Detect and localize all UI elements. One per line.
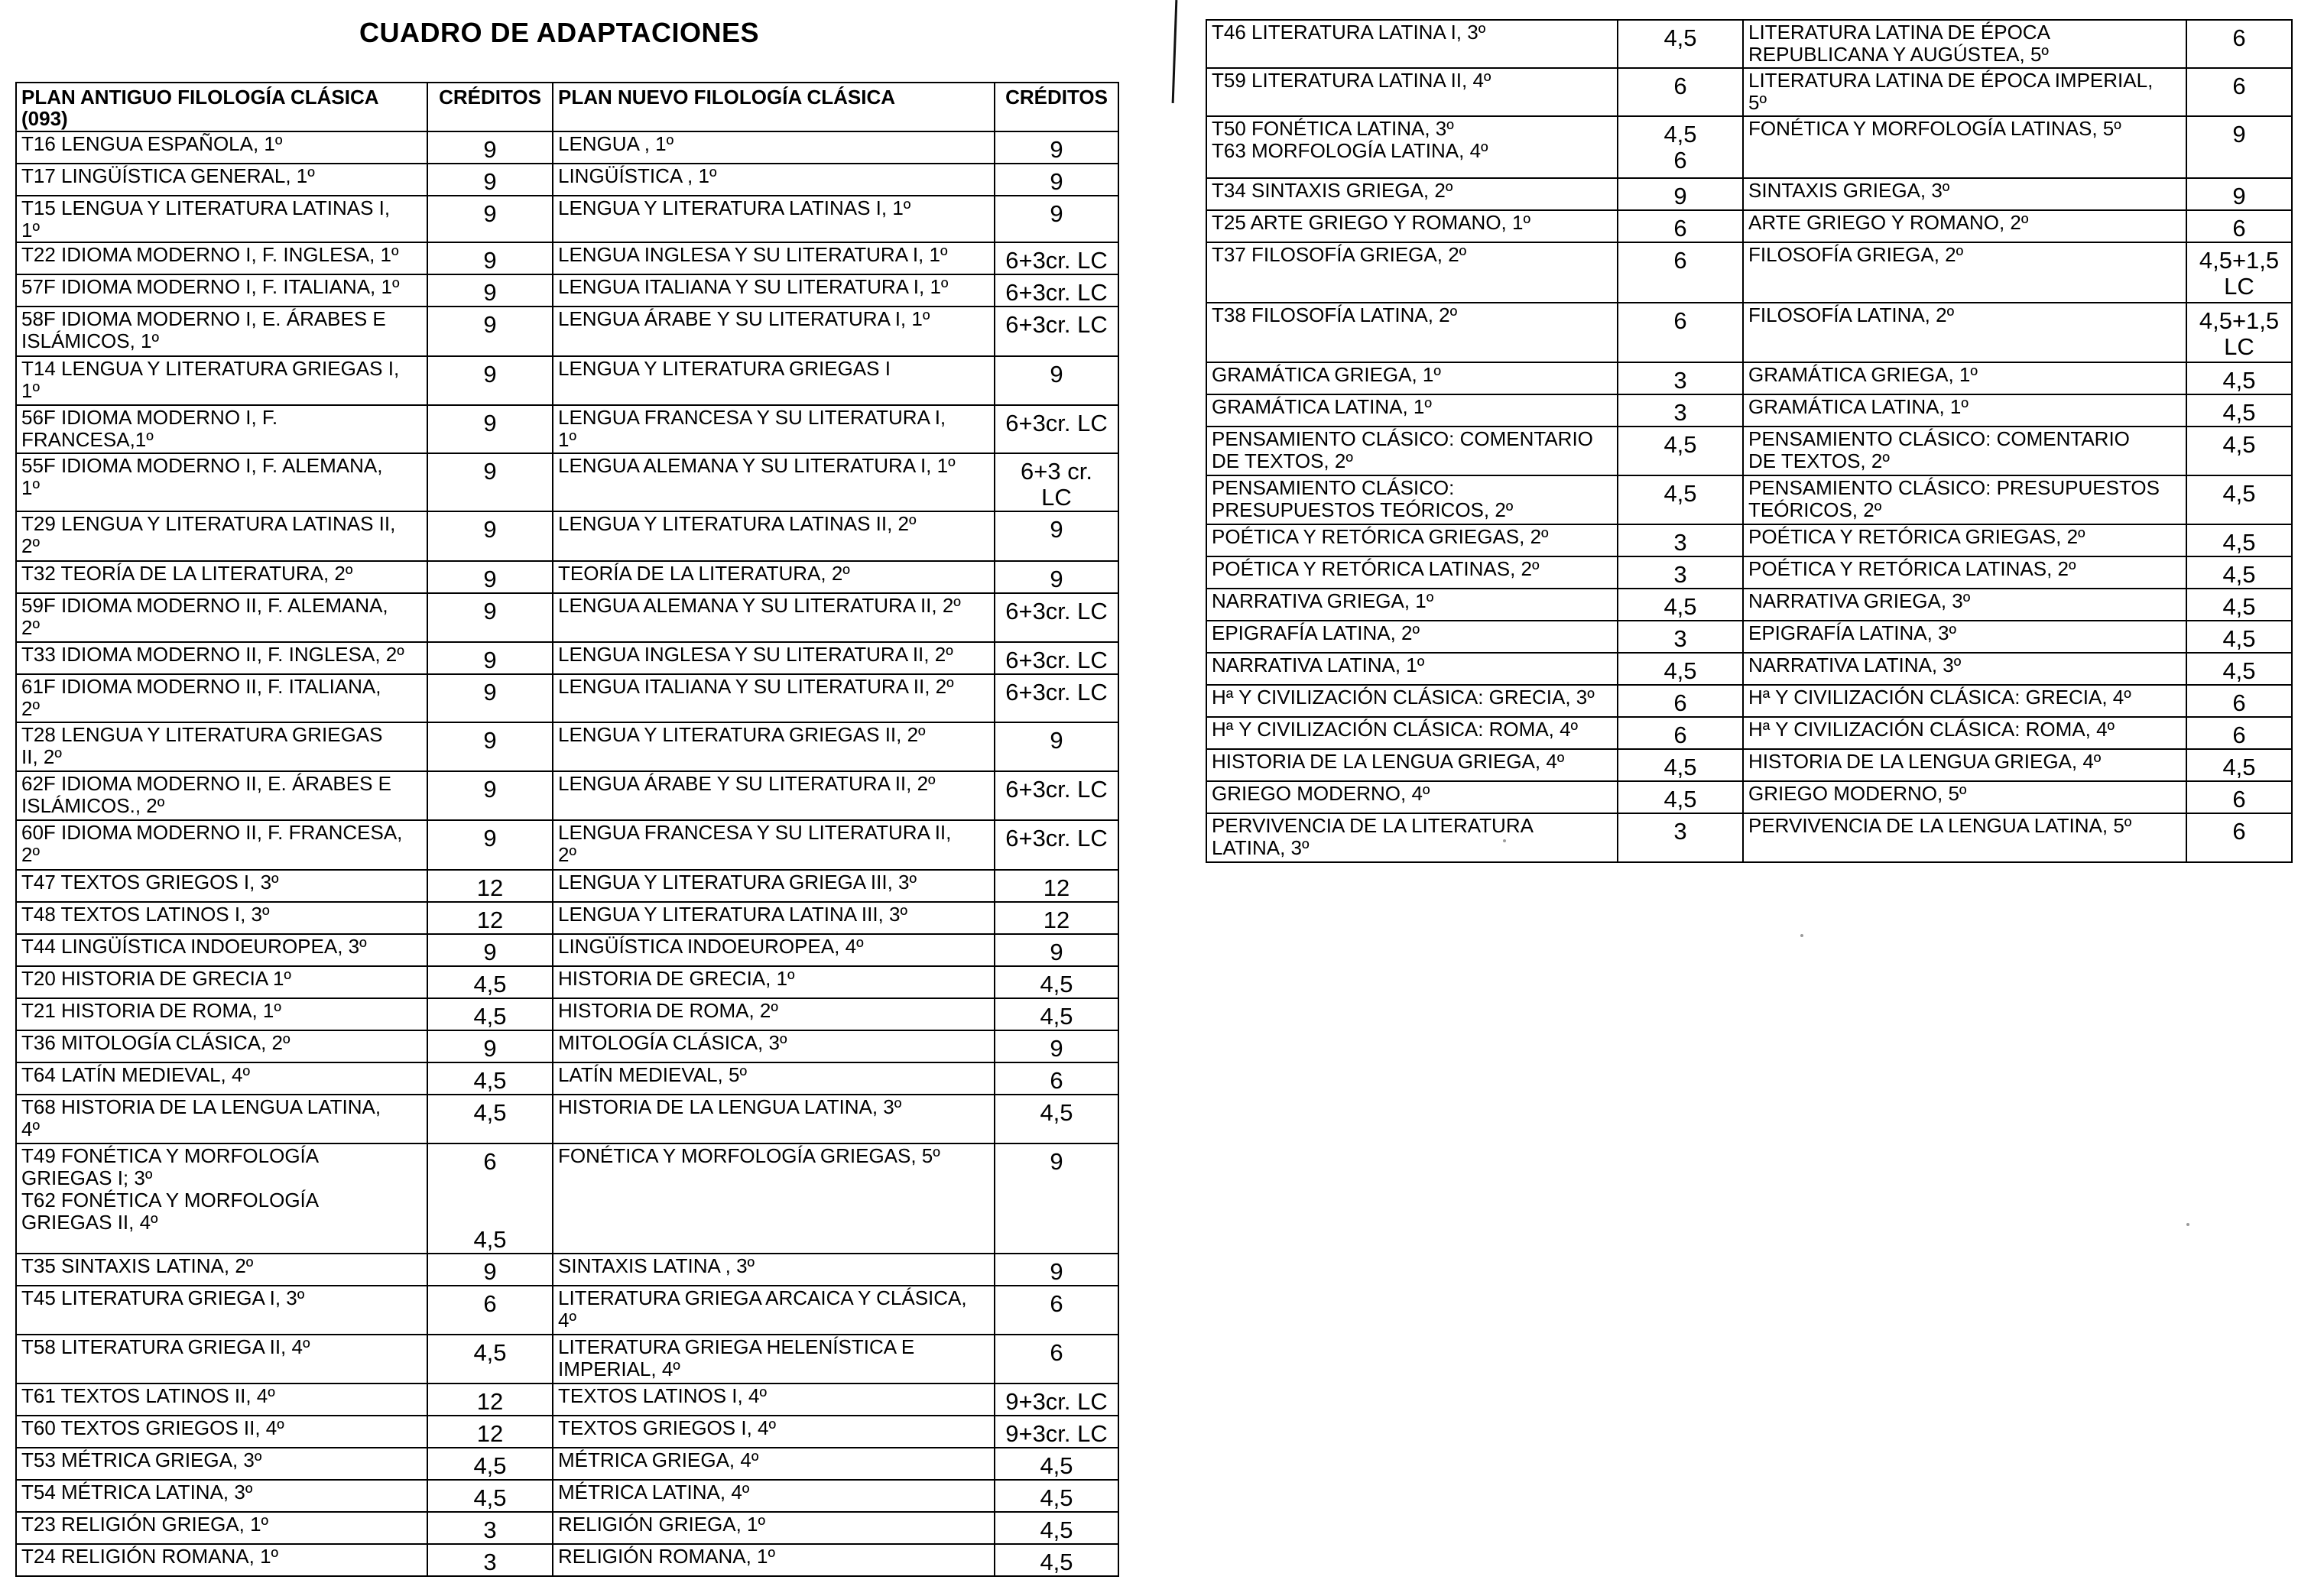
old-plan-subject-cell: 57F IDIOMA MODERNO I, F. ITALIANA, 1º bbox=[16, 274, 427, 307]
old-plan-subject-cell: PERVIVENCIA DE LA LITERATURA LATINA, 3º bbox=[1206, 813, 1618, 862]
new-plan-credits-cell: 6+3cr. LC bbox=[995, 274, 1118, 307]
old-plan-subject-cell: PENSAMIENTO CLÁSICO: COMENTARIO DE TEXTOS, 2º bbox=[1206, 427, 1618, 475]
new-plan-credits-cell: 9 bbox=[995, 511, 1118, 561]
new-plan-subject-cell: TEORÍA DE LA LITERATURA, 2º bbox=[553, 561, 995, 593]
old-plan-subject-cell: T53 MÉTRICA GRIEGA, 3º bbox=[16, 1448, 427, 1480]
table-row bbox=[1206, 68, 2292, 116]
table-row bbox=[1206, 685, 2292, 717]
table-row bbox=[16, 405, 1118, 453]
old-plan-credits-cell: 4,5 bbox=[1618, 589, 1743, 621]
table-row bbox=[16, 453, 1118, 511]
old-plan-subject-cell: Hª Y CIVILIZACIÓN CLÁSICA: ROMA, 4º bbox=[1206, 717, 1618, 749]
old-plan-credits-cell: 9 bbox=[427, 242, 553, 274]
old-plan-subject-cell: T48 TEXTOS LATINOS I, 3º bbox=[16, 902, 427, 934]
new-plan-subject-cell: LENGUA ÁRABE Y SU LITERATURA II, 2º bbox=[553, 771, 995, 820]
old-plan-subject-cell: 59F IDIOMA MODERNO II, F. ALEMANA, 2º bbox=[16, 593, 427, 642]
old-plan-subject-cell: T15 LENGUA Y LITERATURA LATINAS I, 1º bbox=[16, 196, 427, 242]
table-row bbox=[1206, 589, 2292, 621]
new-plan-credits-cell: 4,5 bbox=[2186, 475, 2292, 524]
new-plan-subject-cell: LENGUA Y LITERATURA GRIEGAS II, 2º bbox=[553, 722, 995, 771]
table-row bbox=[16, 131, 1118, 164]
table-row bbox=[16, 1512, 1118, 1544]
new-plan-credits-cell: 9 bbox=[995, 561, 1118, 593]
old-plan-credits-cell: 9 bbox=[427, 820, 553, 870]
old-plan-credits-cell: 6 bbox=[1618, 685, 1743, 717]
old-plan-credits-cell: 9 bbox=[427, 674, 553, 722]
table-row bbox=[16, 902, 1118, 934]
new-plan-subject-cell: Hª Y CIVILIZACIÓN CLÁSICA: ROMA, 4º bbox=[1743, 717, 2186, 749]
old-plan-subject-cell: T49 FONÉTICA Y MORFOLOGÍA GRIEGAS I; 3º T62 FONÉTICA Y MORFOLOGÍA GRIEGAS II, 4º bbox=[16, 1143, 427, 1254]
old-plan-credits-cell: 4,5 bbox=[427, 1062, 553, 1095]
new-plan-subject-cell: TEXTOS GRIEGOS I, 4º bbox=[553, 1416, 995, 1448]
old-plan-credits-cell: 9 bbox=[427, 593, 553, 642]
table-row bbox=[16, 1384, 1118, 1416]
new-plan-subject-cell: FILOSOFÍA LATINA, 2º bbox=[1743, 303, 2186, 362]
new-plan-credits-cell: 4,5 bbox=[2186, 653, 2292, 685]
old-plan-credits-cell: 4,5 bbox=[1618, 475, 1743, 524]
old-plan-subject-cell: GRAMÁTICA GRIEGA, 1º bbox=[1206, 362, 1618, 394]
new-plan-subject-cell: HISTORIA DE GRECIA, 1º bbox=[553, 966, 995, 998]
old-plan-credits-cell: 9 bbox=[427, 642, 553, 674]
table-row bbox=[1206, 524, 2292, 556]
old-plan-subject-cell: T22 IDIOMA MODERNO I, F. INGLESA, 1º bbox=[16, 242, 427, 274]
old-plan-subject-cell: T60 TEXTOS GRIEGOS II, 4º bbox=[16, 1416, 427, 1448]
old-plan-subject-cell: T16 LENGUA ESPAÑOLA, 1º bbox=[16, 131, 427, 164]
table-row bbox=[16, 1480, 1118, 1512]
table-row bbox=[16, 966, 1118, 998]
old-plan-credits-cell: 9 bbox=[427, 511, 553, 561]
new-plan-subject-cell: LENGUA ITALIANA Y SU LITERATURA II, 2º bbox=[553, 674, 995, 722]
table-row bbox=[1206, 178, 2292, 210]
old-plan-credits-cell: 9 bbox=[1618, 178, 1743, 210]
old-plan-credits-cell: 4,5 bbox=[1618, 427, 1743, 475]
old-plan-credits-cell: 9 bbox=[427, 164, 553, 196]
old-plan-subject-cell: T46 LITERATURA LATINA I, 3º bbox=[1206, 20, 1618, 68]
new-plan-credits-cell: 4,5 bbox=[2186, 556, 2292, 589]
new-plan-credits-cell: 4,5 bbox=[995, 1448, 1118, 1480]
table-row bbox=[16, 593, 1118, 642]
new-plan-subject-cell: GRIEGO MODERNO, 5º bbox=[1743, 781, 2186, 813]
new-plan-subject-cell: LINGÜÍSTICA , 1º bbox=[553, 164, 995, 196]
new-plan-subject-cell: MITOLOGÍA CLÁSICA, 3º bbox=[553, 1030, 995, 1062]
old-plan-credits-cell: 4,5 bbox=[1618, 781, 1743, 813]
adaptation-table-left bbox=[15, 82, 1119, 1577]
old-plan-subject-cell: GRAMÁTICA LATINA, 1º bbox=[1206, 394, 1618, 427]
table-row bbox=[16, 642, 1118, 674]
old-plan-credits-cell: 12 bbox=[427, 1416, 553, 1448]
new-plan-credits-cell: 4,5 bbox=[2186, 749, 2292, 781]
new-plan-credits-cell: 4,5 bbox=[2186, 394, 2292, 427]
old-plan-credits-cell: 3 bbox=[1618, 556, 1743, 589]
table-row bbox=[16, 1062, 1118, 1095]
new-plan-subject-cell: PERVIVENCIA DE LA LENGUA LATINA, 5º bbox=[1743, 813, 2186, 862]
old-plan-credits-cell: 6 bbox=[1618, 242, 1743, 303]
new-plan-credits-cell: 9 bbox=[995, 196, 1118, 242]
old-plan-subject-cell: T29 LENGUA Y LITERATURA LATINAS II, 2º bbox=[16, 511, 427, 561]
old-plan-credits-cell: 4,5 bbox=[427, 998, 553, 1030]
old-plan-credits-cell: 6 bbox=[1618, 210, 1743, 242]
new-plan-subject-cell: NARRATIVA GRIEGA, 3º bbox=[1743, 589, 2186, 621]
old-plan-subject-cell: T32 TEORÍA DE LA LITERATURA, 2º bbox=[16, 561, 427, 593]
new-plan-credits-cell: 6 bbox=[2186, 210, 2292, 242]
old-plan-subject-cell: T59 LITERATURA LATINA II, 4º bbox=[1206, 68, 1618, 116]
new-plan-subject-cell: LENGUA INGLESA Y SU LITERATURA II, 2º bbox=[553, 642, 995, 674]
old-plan-subject-cell: T20 HISTORIA DE GRECIA 1º bbox=[16, 966, 427, 998]
new-plan-subject-cell: LINGÜÍSTICA INDOEUROPEA, 4º bbox=[553, 934, 995, 966]
new-plan-credits-cell: 4,5 bbox=[995, 1512, 1118, 1544]
header-old-credits: CRÉDITOS bbox=[427, 83, 553, 131]
new-plan-subject-cell: POÉTICA Y RETÓRICA LATINAS, 2º bbox=[1743, 556, 2186, 589]
new-plan-subject-cell: PENSAMIENTO CLÁSICO: COMENTARIO DE TEXTOS, 2º bbox=[1743, 427, 2186, 475]
new-plan-subject-cell: EPIGRAFÍA LATINA, 3º bbox=[1743, 621, 2186, 653]
old-plan-credits-cell: 9 bbox=[427, 1254, 553, 1286]
old-plan-subject-cell: T64 LATÍN MEDIEVAL, 4º bbox=[16, 1062, 427, 1095]
new-plan-subject-cell: LATÍN MEDIEVAL, 5º bbox=[553, 1062, 995, 1095]
table-row bbox=[1206, 427, 2292, 475]
new-plan-subject-cell: FILOSOFÍA GRIEGA, 2º bbox=[1743, 242, 2186, 303]
table-row bbox=[1206, 813, 2292, 862]
old-plan-credits-cell: 4,5 bbox=[1618, 653, 1743, 685]
old-plan-credits-cell: 3 bbox=[1618, 524, 1743, 556]
new-plan-subject-cell: LITERATURA LATINA DE ÉPOCA IMPERIAL, 5º bbox=[1743, 68, 2186, 116]
table-row bbox=[16, 1095, 1118, 1143]
new-plan-credits-cell: 6 bbox=[2186, 68, 2292, 116]
new-plan-credits-cell: 12 bbox=[995, 902, 1118, 934]
old-plan-subject-cell: T14 LENGUA Y LITERATURA GRIEGAS I, 1º bbox=[16, 356, 427, 405]
header-new-credits: CRÉDITOS bbox=[995, 83, 1118, 131]
old-plan-credits-cell: 6 bbox=[1618, 68, 1743, 116]
old-plan-credits-cell: 12 bbox=[427, 1384, 553, 1416]
old-plan-subject-cell: NARRATIVA LATINA, 1º bbox=[1206, 653, 1618, 685]
new-plan-subject-cell: RELIGIÓN GRIEGA, 1º bbox=[553, 1512, 995, 1544]
new-plan-subject-cell: TEXTOS LATINOS I, 4º bbox=[553, 1384, 995, 1416]
new-plan-credits-cell: 9 bbox=[995, 722, 1118, 771]
table-row bbox=[1206, 303, 2292, 362]
new-plan-credits-cell: 6 bbox=[2186, 685, 2292, 717]
old-plan-subject-cell: 61F IDIOMA MODERNO II, F. ITALIANA, 2º bbox=[16, 674, 427, 722]
new-plan-credits-cell: 12 bbox=[995, 870, 1118, 902]
old-plan-subject-cell: T25 ARTE GRIEGO Y ROMANO, 1º bbox=[1206, 210, 1618, 242]
table-row bbox=[16, 274, 1118, 307]
new-plan-subject-cell: LENGUA FRANCESA Y SU LITERATURA I, 1º bbox=[553, 405, 995, 453]
old-plan-credits-cell: 9 bbox=[427, 307, 553, 356]
new-plan-subject-cell: FONÉTICA Y MORFOLOGÍA LATINAS, 5º bbox=[1743, 116, 2186, 178]
new-plan-subject-cell: LENGUA Y LITERATURA GRIEGA III, 3º bbox=[553, 870, 995, 902]
new-plan-credits-cell: 9 bbox=[995, 1143, 1118, 1254]
new-plan-subject-cell: LENGUA Y LITERATURA LATINAS I, 1º bbox=[553, 196, 995, 242]
new-plan-subject-cell: MÉTRICA LATINA, 4º bbox=[553, 1480, 995, 1512]
adaptation-table-right bbox=[1206, 19, 2293, 863]
old-plan-credits-cell: 9 bbox=[427, 453, 553, 511]
old-plan-subject-cell: T36 MITOLOGÍA CLÁSICA, 2º bbox=[16, 1030, 427, 1062]
new-plan-credits-cell: 4,5 bbox=[2186, 362, 2292, 394]
new-plan-credits-cell: 9 bbox=[995, 1030, 1118, 1062]
new-plan-credits-cell: 4,5 bbox=[2186, 524, 2292, 556]
header-new-plan: PLAN NUEVO FILOLOGÍA CLÁSICA bbox=[553, 83, 995, 131]
new-plan-credits-cell: 6+3cr. LC bbox=[995, 307, 1118, 356]
table-row bbox=[16, 1286, 1118, 1335]
new-plan-subject-cell: RELIGIÓN ROMANA, 1º bbox=[553, 1544, 995, 1576]
table-row bbox=[16, 1335, 1118, 1384]
old-plan-subject-cell: T34 SINTAXIS GRIEGA, 2º bbox=[1206, 178, 1618, 210]
table-row bbox=[1206, 20, 2292, 68]
table-row bbox=[1206, 749, 2292, 781]
new-plan-credits-cell: 6 bbox=[2186, 813, 2292, 862]
old-plan-subject-cell: T44 LINGÜÍSTICA INDOEUROPEA, 3º bbox=[16, 934, 427, 966]
old-plan-subject-cell: PENSAMIENTO CLÁSICO: PRESUPUESTOS TEÓRICOS, 2º bbox=[1206, 475, 1618, 524]
new-plan-credits-cell: 4,5 bbox=[2186, 589, 2292, 621]
old-plan-credits-cell: 9 bbox=[427, 131, 553, 164]
old-plan-credits-cell: 4,5 bbox=[427, 966, 553, 998]
old-plan-subject-cell: T61 TEXTOS LATINOS II, 4º bbox=[16, 1384, 427, 1416]
new-plan-credits-cell: 4,5 bbox=[995, 1544, 1118, 1576]
new-plan-subject-cell: HISTORIA DE ROMA, 2º bbox=[553, 998, 995, 1030]
new-plan-credits-cell: 6+3cr. LC bbox=[995, 242, 1118, 274]
table-row bbox=[16, 1448, 1118, 1480]
table-row bbox=[16, 307, 1118, 356]
old-plan-credits-cell: 3 bbox=[1618, 813, 1743, 862]
new-plan-subject-cell: GRAMÁTICA LATINA, 1º bbox=[1743, 394, 2186, 427]
new-plan-credits-cell: 4,5+1,5 LC bbox=[2186, 242, 2292, 303]
new-plan-credits-cell: 9+3cr. LC bbox=[995, 1416, 1118, 1448]
scan-speck bbox=[2186, 1223, 2189, 1226]
new-plan-subject-cell: HISTORIA DE LA LENGUA LATINA, 3º bbox=[553, 1095, 995, 1143]
old-plan-subject-cell: 58F IDIOMA MODERNO I, E. ÁRABES E ISLÁMICOS, 1º bbox=[16, 307, 427, 356]
new-plan-credits-cell: 4,5 bbox=[2186, 621, 2292, 653]
old-plan-credits-cell: 3 bbox=[427, 1512, 553, 1544]
table-header-row bbox=[16, 83, 1118, 131]
new-plan-credits-cell: 9 bbox=[995, 164, 1118, 196]
old-plan-subject-cell: POÉTICA Y RETÓRICA LATINAS, 2º bbox=[1206, 556, 1618, 589]
old-plan-credits-cell: 9 bbox=[427, 196, 553, 242]
old-plan-credits-cell: 6 bbox=[427, 1286, 553, 1335]
new-plan-subject-cell: SINTAXIS GRIEGA, 3º bbox=[1743, 178, 2186, 210]
new-plan-credits-cell: 6 bbox=[2186, 20, 2292, 68]
table-row bbox=[16, 934, 1118, 966]
table-row bbox=[16, 356, 1118, 405]
new-plan-subject-cell: LENGUA ITALIANA Y SU LITERATURA I, 1º bbox=[553, 274, 995, 307]
table-row bbox=[16, 820, 1118, 870]
table-row bbox=[1206, 717, 2292, 749]
new-plan-credits-cell: 9 bbox=[995, 356, 1118, 405]
old-plan-subject-cell: POÉTICA Y RETÓRICA GRIEGAS, 2º bbox=[1206, 524, 1618, 556]
new-plan-credits-cell: 9 bbox=[2186, 116, 2292, 178]
old-plan-credits-cell: 6 bbox=[1618, 303, 1743, 362]
old-plan-credits-cell: 4,5 bbox=[427, 1335, 553, 1384]
new-plan-credits-cell: 6+3cr. LC bbox=[995, 674, 1118, 722]
table-row bbox=[16, 164, 1118, 196]
table-row bbox=[1206, 621, 2292, 653]
old-plan-subject-cell: Hª Y CIVILIZACIÓN CLÁSICA: GRECIA, 3º bbox=[1206, 685, 1618, 717]
new-plan-subject-cell: LITERATURA GRIEGA ARCAICA Y CLÁSICA, 4º bbox=[553, 1286, 995, 1335]
old-plan-credits-cell: 6 bbox=[1618, 717, 1743, 749]
table-row bbox=[1206, 653, 2292, 685]
new-plan-subject-cell: LENGUA ALEMANA Y SU LITERATURA II, 2º bbox=[553, 593, 995, 642]
old-plan-credits-cell: 3 bbox=[1618, 362, 1743, 394]
new-plan-credits-cell: 4,5 bbox=[995, 998, 1118, 1030]
new-plan-subject-cell: LENGUA ÁRABE Y SU LITERATURA I, 1º bbox=[553, 307, 995, 356]
old-plan-credits-cell: 3 bbox=[1618, 621, 1743, 653]
new-plan-subject-cell: LENGUA Y LITERATURA LATINA III, 3º bbox=[553, 902, 995, 934]
old-plan-credits-cell: 4,5 bbox=[1618, 20, 1743, 68]
old-plan-subject-cell: T50 FONÉTICA LATINA, 3º T63 MORFOLOGÍA LATINA, 4º bbox=[1206, 116, 1618, 178]
new-plan-credits-cell: 9 bbox=[2186, 178, 2292, 210]
old-plan-credits-cell: 9 bbox=[427, 1030, 553, 1062]
old-plan-credits-cell: 9 bbox=[427, 722, 553, 771]
old-plan-subject-cell: 60F IDIOMA MODERNO II, F. FRANCESA, 2º bbox=[16, 820, 427, 870]
old-plan-subject-cell: HISTORIA DE LA LENGUA GRIEGA, 4º bbox=[1206, 749, 1618, 781]
table-row bbox=[16, 1030, 1118, 1062]
old-plan-subject-cell: T23 RELIGIÓN GRIEGA, 1º bbox=[16, 1512, 427, 1544]
old-plan-credits-cell: 9 bbox=[427, 274, 553, 307]
old-plan-subject-cell: T33 IDIOMA MODERNO II, F. INGLESA, 2º bbox=[16, 642, 427, 674]
old-plan-credits-cell: 4,5 bbox=[427, 1448, 553, 1480]
old-plan-subject-cell: T47 TEXTOS GRIEGOS I, 3º bbox=[16, 870, 427, 902]
table-body bbox=[1206, 20, 2292, 862]
old-plan-credits-cell: 4,5 6 bbox=[1618, 116, 1743, 178]
table-row bbox=[1206, 210, 2292, 242]
table-row bbox=[16, 1544, 1118, 1576]
new-plan-subject-cell: HISTORIA DE LA LENGUA GRIEGA, 4º bbox=[1743, 749, 2186, 781]
old-plan-credits-cell: 3 bbox=[427, 1544, 553, 1576]
new-plan-subject-cell: POÉTICA Y RETÓRICA GRIEGAS, 2º bbox=[1743, 524, 2186, 556]
old-plan-credits-cell: 4,5 bbox=[1618, 749, 1743, 781]
old-plan-credits-cell: 9 bbox=[427, 771, 553, 820]
page-title: CUADRO DE ADAPTACIONES bbox=[359, 17, 760, 48]
old-plan-subject-cell: T21 HISTORIA DE ROMA, 1º bbox=[16, 998, 427, 1030]
new-plan-subject-cell: PENSAMIENTO CLÁSICO: PRESUPUESTOS TEÓRICOS, 2º bbox=[1743, 475, 2186, 524]
new-plan-credits-cell: 6+3cr. LC bbox=[995, 771, 1118, 820]
table-row bbox=[16, 196, 1118, 242]
old-plan-subject-cell: 62F IDIOMA MODERNO II, E. ÁRABES E ISLÁMICOS., 2º bbox=[16, 771, 427, 820]
new-plan-subject-cell: FONÉTICA Y MORFOLOGÍA GRIEGAS, 5º bbox=[553, 1143, 995, 1254]
new-plan-credits-cell: 6+3cr. LC bbox=[995, 820, 1118, 870]
old-plan-subject-cell: T45 LITERATURA GRIEGA I, 3º bbox=[16, 1286, 427, 1335]
new-plan-credits-cell: 6+3cr. LC bbox=[995, 593, 1118, 642]
table-row bbox=[1206, 116, 2292, 178]
old-plan-credits-cell: 9 bbox=[427, 934, 553, 966]
old-plan-subject-cell: T17 LINGÜÍSTICA GENERAL, 1º bbox=[16, 164, 427, 196]
new-plan-subject-cell: LITERATURA GRIEGA HELENÍSTICA E IMPERIAL, 4º bbox=[553, 1335, 995, 1384]
new-plan-credits-cell: 6+3cr. LC bbox=[995, 642, 1118, 674]
scan-speck bbox=[1800, 934, 1803, 937]
new-plan-credits-cell: 6+3cr. LC bbox=[995, 405, 1118, 453]
old-plan-subject-cell: NARRATIVA GRIEGA, 1º bbox=[1206, 589, 1618, 621]
new-plan-subject-cell: LENGUA INGLESA Y SU LITERATURA I, 1º bbox=[553, 242, 995, 274]
new-plan-subject-cell: LENGUA FRANCESA Y SU LITERATURA II, 2º bbox=[553, 820, 995, 870]
table-row bbox=[16, 870, 1118, 902]
scan-margin-mark bbox=[1172, 0, 1178, 103]
new-plan-credits-cell: 6+3 cr. LC bbox=[995, 453, 1118, 511]
table-row bbox=[16, 1143, 1118, 1254]
old-plan-subject-cell: 55F IDIOMA MODERNO I, F. ALEMANA, 1º bbox=[16, 453, 427, 511]
old-plan-credits-cell: 4,5 bbox=[427, 1480, 553, 1512]
table-row bbox=[16, 511, 1118, 561]
new-plan-subject-cell: LENGUA ALEMANA Y SU LITERATURA I, 1º bbox=[553, 453, 995, 511]
old-plan-credits-cell: 12 bbox=[427, 902, 553, 934]
table-row bbox=[16, 771, 1118, 820]
old-plan-subject-cell: T24 RELIGIÓN ROMANA, 1º bbox=[16, 1544, 427, 1576]
table-row bbox=[1206, 242, 2292, 303]
table-row bbox=[16, 674, 1118, 722]
new-plan-credits-cell: 4,5 bbox=[995, 966, 1118, 998]
new-plan-subject-cell: LENGUA Y LITERATURA GRIEGAS I bbox=[553, 356, 995, 405]
new-plan-subject-cell: NARRATIVA LATINA, 3º bbox=[1743, 653, 2186, 685]
new-plan-credits-cell: 9 bbox=[995, 934, 1118, 966]
new-plan-subject-cell: LENGUA Y LITERATURA LATINAS II, 2º bbox=[553, 511, 995, 561]
new-plan-credits-cell: 6 bbox=[995, 1335, 1118, 1384]
old-plan-subject-cell: GRIEGO MODERNO, 4º bbox=[1206, 781, 1618, 813]
table-row bbox=[16, 998, 1118, 1030]
old-plan-subject-cell: EPIGRAFÍA LATINA, 2º bbox=[1206, 621, 1618, 653]
new-plan-credits-cell: 4,5 bbox=[2186, 427, 2292, 475]
old-plan-credits-cell: 3 bbox=[1618, 394, 1743, 427]
table-row bbox=[16, 242, 1118, 274]
old-plan-subject-cell: T37 FILOSOFÍA GRIEGA, 2º bbox=[1206, 242, 1618, 303]
old-plan-subject-cell: T58 LITERATURA GRIEGA II, 4º bbox=[16, 1335, 427, 1384]
old-plan-subject-cell: T35 SINTAXIS LATINA, 2º bbox=[16, 1254, 427, 1286]
new-plan-subject-cell: LITERATURA LATINA DE ÉPOCA REPUBLICANA Y AUGÚSTEA, 5º bbox=[1743, 20, 2186, 68]
old-plan-credits-cell: 4,5 bbox=[427, 1095, 553, 1143]
table-row bbox=[16, 561, 1118, 593]
table-row bbox=[1206, 556, 2292, 589]
table-row bbox=[16, 722, 1118, 771]
new-plan-subject-cell: MÉTRICA GRIEGA, 4º bbox=[553, 1448, 995, 1480]
old-plan-subject-cell: T68 HISTORIA DE LA LENGUA LATINA, 4º bbox=[16, 1095, 427, 1143]
old-plan-credits-cell: 9 bbox=[427, 405, 553, 453]
old-plan-subject-cell: T54 MÉTRICA LATINA, 3º bbox=[16, 1480, 427, 1512]
table-row bbox=[1206, 394, 2292, 427]
table-row bbox=[1206, 475, 2292, 524]
new-plan-subject-cell: GRAMÁTICA GRIEGA, 1º bbox=[1743, 362, 2186, 394]
new-plan-credits-cell: 4,5+1,5 LC bbox=[2186, 303, 2292, 362]
new-plan-credits-cell: 6 bbox=[2186, 781, 2292, 813]
table-row bbox=[1206, 362, 2292, 394]
old-plan-credits-cell: 9 bbox=[427, 561, 553, 593]
old-plan-credits-cell: 6 4,5 bbox=[427, 1143, 553, 1254]
new-plan-subject-cell: ARTE GRIEGO Y ROMANO, 2º bbox=[1743, 210, 2186, 242]
new-plan-credits-cell: 4,5 bbox=[995, 1480, 1118, 1512]
new-plan-credits-cell: 9 bbox=[995, 1254, 1118, 1286]
old-plan-subject-cell: 56F IDIOMA MODERNO I, F. FRANCESA,1º bbox=[16, 405, 427, 453]
table-body bbox=[16, 131, 1118, 1576]
new-plan-subject-cell: Hª Y CIVILIZACIÓN CLÁSICA: GRECIA, 4º bbox=[1743, 685, 2186, 717]
new-plan-subject-cell: SINTAXIS LATINA , 3º bbox=[553, 1254, 995, 1286]
new-plan-credits-cell: 4,5 bbox=[995, 1095, 1118, 1143]
old-plan-credits-cell: 12 bbox=[427, 870, 553, 902]
header-old-plan: PLAN ANTIGUO FILOLOGÍA CLÁSICA (093) bbox=[16, 83, 427, 131]
new-plan-subject-cell: LENGUA , 1º bbox=[553, 131, 995, 164]
table-row bbox=[16, 1254, 1118, 1286]
new-plan-credits-cell: 9+3cr. LC bbox=[995, 1384, 1118, 1416]
table-row bbox=[16, 1416, 1118, 1448]
new-plan-credits-cell: 9 bbox=[995, 131, 1118, 164]
old-plan-subject-cell: T28 LENGUA Y LITERATURA GRIEGAS II, 2º bbox=[16, 722, 427, 771]
new-plan-credits-cell: 6 bbox=[995, 1286, 1118, 1335]
new-plan-credits-cell: 6 bbox=[2186, 717, 2292, 749]
table-row bbox=[1206, 781, 2292, 813]
new-plan-credits-cell: 6 bbox=[995, 1062, 1118, 1095]
old-plan-credits-cell: 9 bbox=[427, 356, 553, 405]
old-plan-subject-cell: T38 FILOSOFÍA LATINA, 2º bbox=[1206, 303, 1618, 362]
